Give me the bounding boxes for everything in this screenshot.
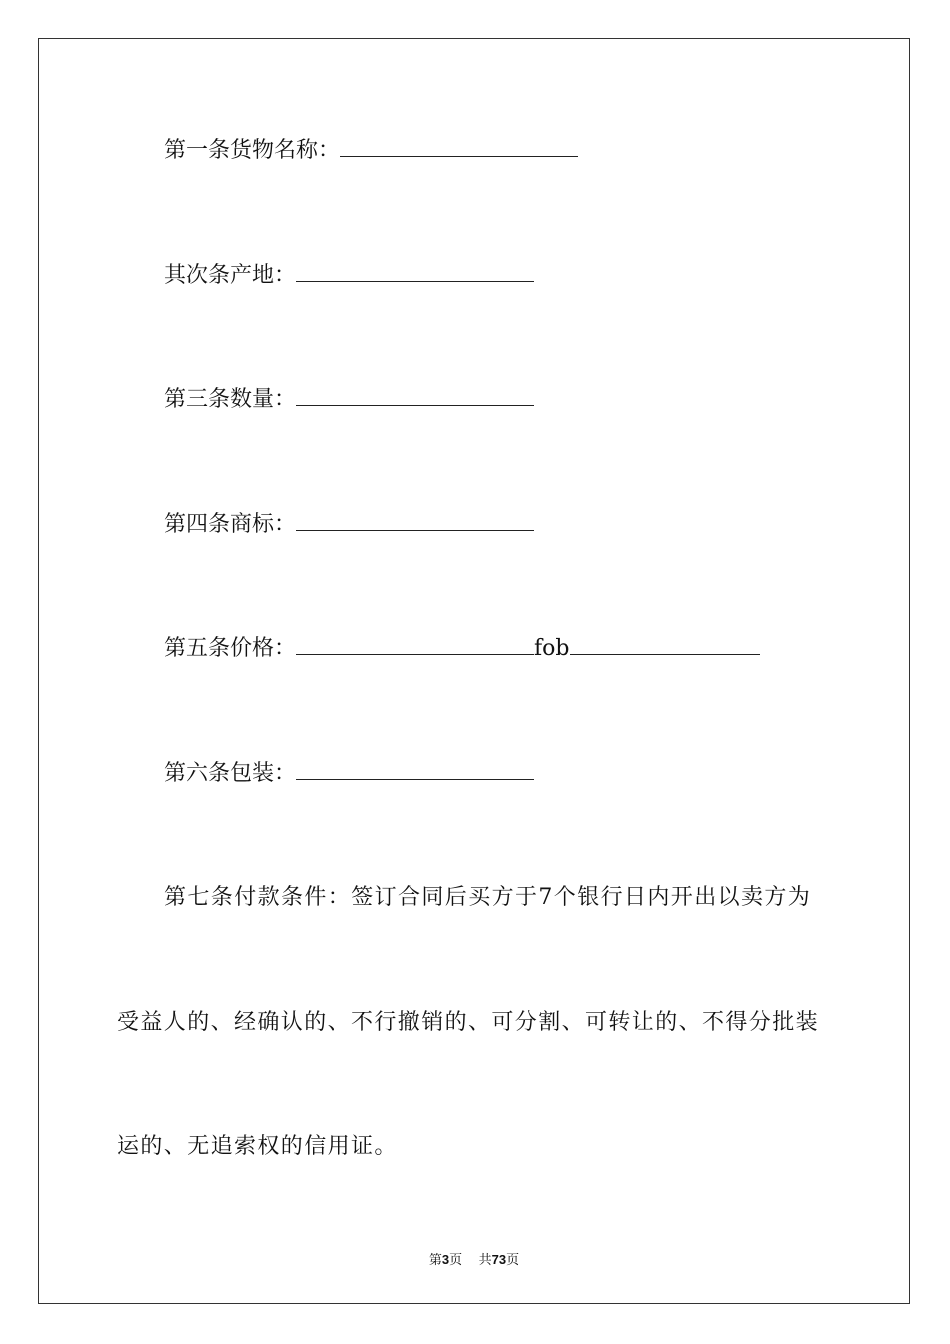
origin-blank bbox=[296, 261, 534, 282]
fob-term: fob bbox=[534, 636, 570, 661]
clause-3-label: 第三条数量： bbox=[164, 387, 297, 412]
clause-6 bbox=[164, 759, 534, 789]
page-number: 3 bbox=[441, 1252, 450, 1267]
document-page bbox=[38, 38, 910, 1304]
clause-4 bbox=[164, 510, 534, 540]
clause-3 bbox=[164, 385, 534, 415]
clause-1-label: 第一条货物名称： bbox=[164, 138, 341, 163]
clause-7-line-1: 第七条付款条件：签订合同后买方于7个银行日内开出以卖方为 bbox=[164, 885, 812, 910]
clause-7-line-3: 运的、无追索权的信用证。 bbox=[117, 1134, 398, 1159]
page-footer bbox=[39, 1249, 909, 1268]
clause-4-label: 第四条商标： bbox=[164, 512, 297, 537]
goods-name-blank bbox=[340, 136, 578, 157]
clause-6-label: 第六条包装： bbox=[164, 761, 297, 786]
clause-5 bbox=[164, 634, 760, 664]
price-blank bbox=[296, 634, 534, 655]
clause-1 bbox=[164, 136, 578, 166]
total-pages: 73 bbox=[491, 1252, 507, 1267]
quantity-blank bbox=[296, 385, 534, 406]
total-prefix: 共 bbox=[478, 1253, 492, 1268]
packing-blank bbox=[296, 759, 534, 780]
page-prefix: 第 bbox=[428, 1253, 442, 1268]
page-suffix: 页 bbox=[449, 1253, 463, 1268]
clause-2 bbox=[164, 261, 534, 291]
total-suffix: 页 bbox=[506, 1253, 520, 1268]
clause-7-line-2: 受益人的、经确认的、不行撤销的、可分割、可转让的、不得分批装 bbox=[117, 1010, 820, 1035]
fob-port-blank bbox=[570, 634, 760, 655]
clause-5-label: 第五条价格： bbox=[164, 636, 297, 661]
clause-2-label: 其次条产地： bbox=[164, 263, 297, 288]
trademark-blank bbox=[296, 510, 534, 531]
